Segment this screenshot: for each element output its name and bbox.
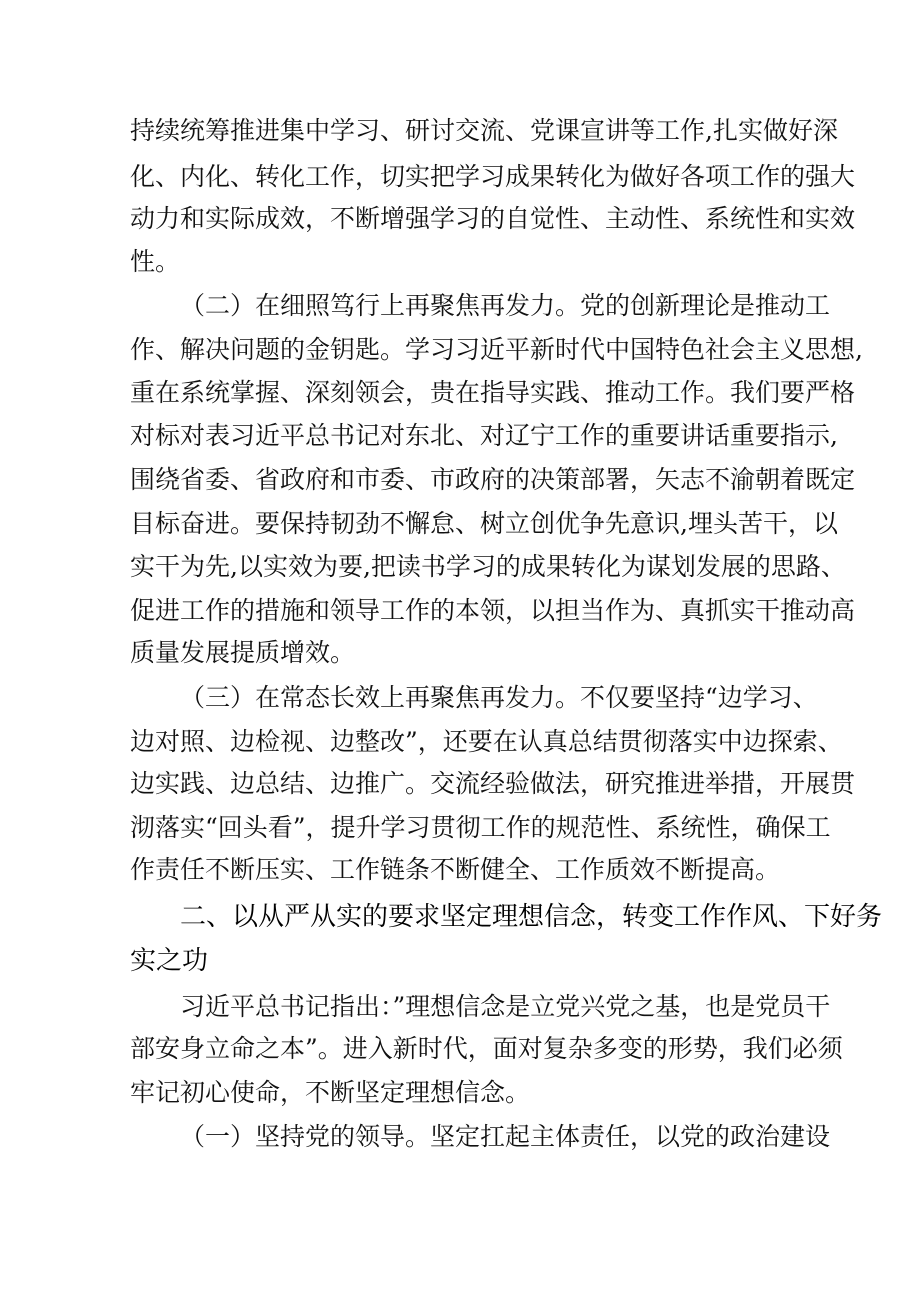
paragraph-1-line-1: 持续统筹推进集中学习、研讨交流、党课宣讲等工作,扎实做好深 bbox=[130, 116, 838, 145]
paragraph-2-line-5: 围绕省委、省政府和市委、市政府的决策部署，矢志不渝朝着既定 bbox=[130, 465, 856, 494]
paragraph-2-line-3: 重在系统掌握、深刻领会，贵在指导实践、推动工作。我们要严格 bbox=[130, 378, 856, 407]
paragraph-4-line-2: 部安身立命之本”。进入新时代，面对复杂多变的形势，我们必须 bbox=[130, 1034, 843, 1063]
paragraph-1-line-3: 动力和实际成效，不断增强学习的自觉性、主动性、系统性和实效 bbox=[130, 204, 856, 233]
paragraph-2-line-4: 对标对表习近平总书记对东北、对辽宁工作的重要讲话重要指示, bbox=[130, 421, 838, 450]
paragraph-3-line-5: 作责任不断压实、工作链条不断健全、工作质效不断提高。 bbox=[130, 855, 781, 884]
paragraph-3-line-2: 边对照、边检视、边整改”，还要在认真总结贯彻落实中边探索、 bbox=[130, 727, 843, 756]
paragraph-5-line-1: （一）坚持党的领导。坚定扛起主体责任，以党的政治建设 bbox=[180, 1122, 831, 1151]
paragraph-2-line-7: 实干为先,以实效为要,把读书学习的成果转化为谋划发展的思路、 bbox=[130, 552, 846, 581]
paragraph-2-line-8: 促进工作的措施和领导工作的本领，以担当作为、真抓实干推动高 bbox=[130, 596, 856, 625]
section-heading-line-2: 实之功 bbox=[130, 946, 209, 976]
paragraph-2-line-1: （二）在细照笃行上再聚焦再发力。党的创新理论是推动工 bbox=[180, 291, 831, 320]
paragraph-1-line-2: 化、内化、转化工作，切实把学习成果转化为做好各项工作的强大 bbox=[130, 162, 856, 191]
paragraph-1-line-4: 性。 bbox=[130, 247, 181, 276]
paragraph-3-line-3: 边实践、边总结、边推广。交流经验做法，研究推进举措，开展贯 bbox=[130, 769, 856, 798]
paragraph-2-line-6: 目标奋进。要保持韧劲不懈怠、树立创优争先意识,埋头苦干，以 bbox=[130, 509, 838, 538]
section-heading-line-1: 二、以从严从实的要求坚定理想信念，转变工作作风、下好务 bbox=[180, 902, 883, 932]
paragraph-2-line-9: 质量发展提质增效。 bbox=[130, 638, 356, 667]
paragraph-2-line-2: 作、解决问题的金钥匙。学习习近平新时代中国特色社会主义思想, bbox=[130, 335, 863, 364]
paragraph-3-line-4: 沏落实“回头看”，提升学习贯彻工作的规范性、系统性，确保工 bbox=[130, 813, 831, 842]
paragraph-4-line-1: 习近平总书记指出：”理想信念是立党兴党之基，也是党员干 bbox=[180, 992, 831, 1021]
paragraph-3-line-1: （三）在常态长效上再聚焦再发力。不仅要坚持“边学习、 bbox=[180, 683, 818, 712]
paragraph-4-line-3: 牢记初心使命，不断坚定理想信念。 bbox=[130, 1078, 531, 1107]
